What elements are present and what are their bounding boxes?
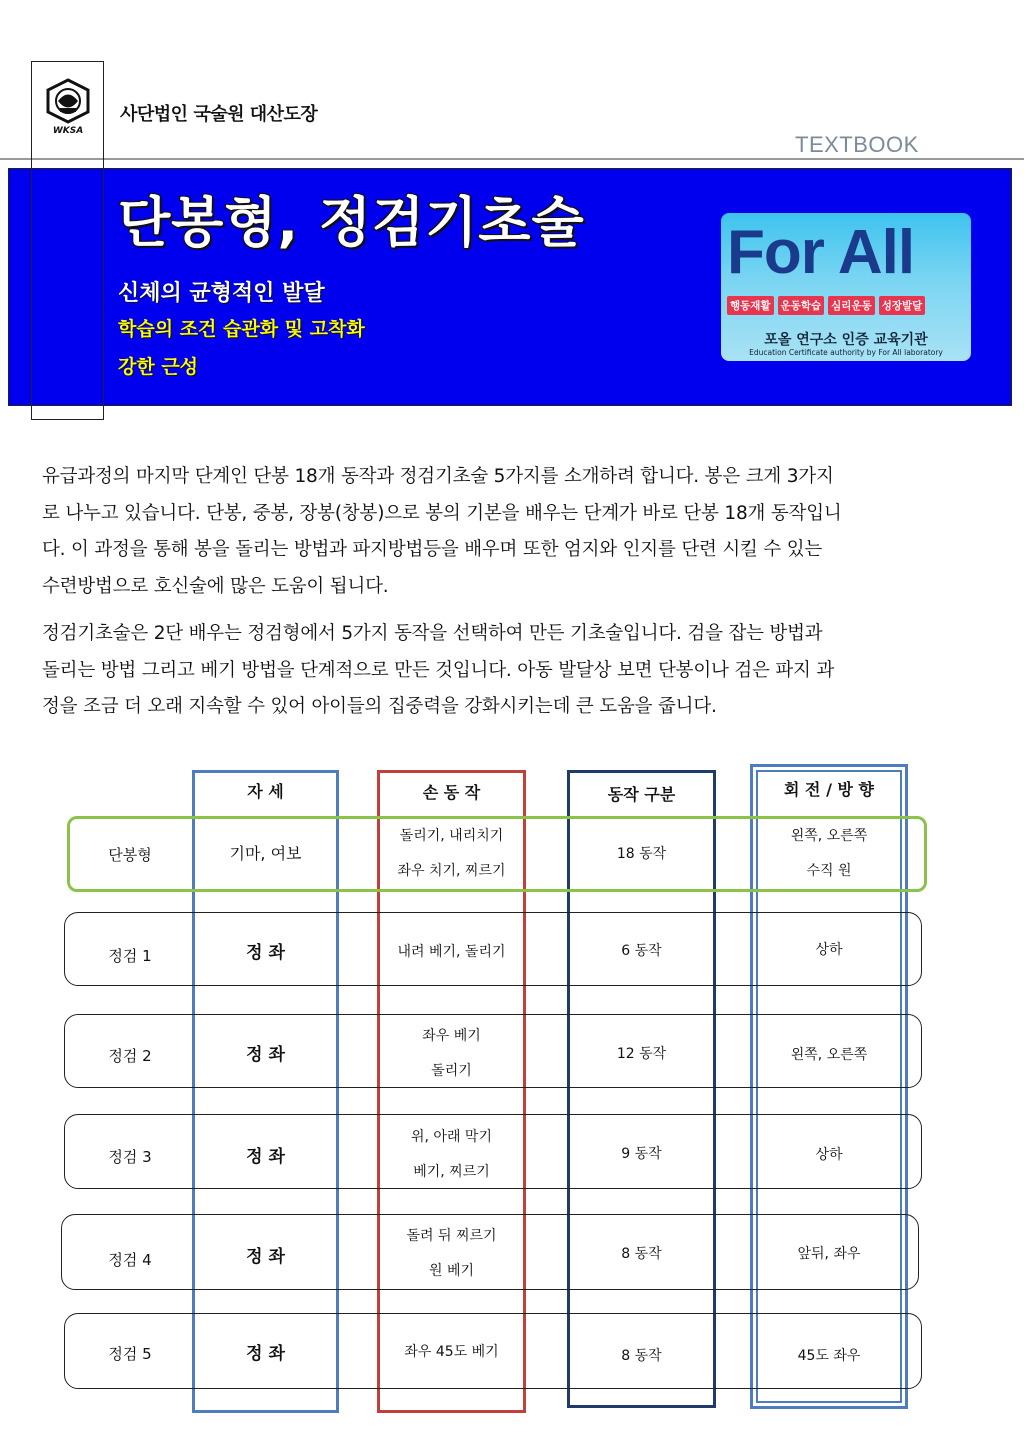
row-stance: 정 좌 bbox=[246, 943, 285, 963]
badge-brand-for: For bbox=[727, 218, 824, 287]
textbook-label: TEXTBOOK bbox=[795, 132, 919, 157]
text-line: 수련방법으로 호신술에 많은 도움이 됩니다. bbox=[42, 575, 389, 597]
badge-tag: 심리운동 bbox=[828, 296, 875, 315]
text-line: 유급과정의 마지막 단계인 단봉 18개 동작과 정검기초술 5가지를 소개하려 합니다. 봉은 크게 3가지 bbox=[42, 466, 834, 487]
subtitle-2: 학습의 조건 습관화 및 고착화 bbox=[118, 318, 365, 340]
header-rotation-direction: 회 전 / 방 향 bbox=[784, 780, 874, 799]
row-hand-line: 좌우 치기, 찌르기 bbox=[397, 863, 506, 879]
intro-paragraph-2 bbox=[42, 616, 982, 726]
row-direction-line: 수직 원 bbox=[806, 863, 852, 879]
badge-tag: 행동재활 bbox=[727, 296, 774, 315]
row-count: 18 동작 bbox=[616, 846, 667, 862]
badge-brand bbox=[727, 217, 914, 288]
subtitle-3: 강한 근성 bbox=[118, 356, 199, 378]
for-all-badge bbox=[721, 213, 971, 361]
row-hand-line: 위, 아래 막기 bbox=[411, 1129, 492, 1145]
row-name: 정검 3 bbox=[108, 1148, 152, 1166]
row-stance: 정 좌 bbox=[246, 1247, 285, 1267]
row-name: 정검 1 bbox=[108, 947, 152, 965]
row-direction-line: 왼쪽, 오른쪽 bbox=[790, 1047, 868, 1063]
intro-paragraph-1 bbox=[42, 459, 982, 605]
row-hand-line: 돌리기 bbox=[431, 1063, 472, 1079]
row-count: 8 동작 bbox=[621, 1348, 662, 1364]
row-name: 정검 2 bbox=[108, 1047, 152, 1065]
row-stance: 정 좌 bbox=[246, 1147, 285, 1167]
row-hand-line: 돌리기, 내리치기 bbox=[399, 828, 504, 844]
badge-tag: 운동학습 bbox=[778, 296, 825, 315]
logo-text: WKSA bbox=[52, 126, 84, 136]
badge-cert: 포올 연구소 인증 교육기관 bbox=[764, 332, 928, 348]
badge-tag: 성장발달 bbox=[879, 296, 926, 315]
text-line: 로 나누고 있습니다. 단봉, 중봉, 장봉(창봉)으로 봉의 기본을 배우는 단계가 바로 단봉 18개 동작입니 bbox=[42, 502, 842, 524]
row-direction-line: 45도 좌우 bbox=[797, 1348, 861, 1364]
org-name: 사단법인 국술원 대산도장 bbox=[120, 104, 318, 125]
row-stance: 정 좌 bbox=[246, 1344, 285, 1364]
row-name: 단봉형 bbox=[108, 846, 152, 864]
row-direction-line: 상하 bbox=[815, 1147, 843, 1163]
badge-tags bbox=[727, 296, 925, 315]
row-name: 정검 4 bbox=[108, 1251, 152, 1269]
row-hand-line: 좌우 베기 bbox=[422, 1028, 481, 1044]
row-stance: 정 좌 bbox=[246, 1045, 285, 1065]
logo-frame bbox=[31, 61, 104, 420]
text-line: 정검기초술은 2단 배우는 정검형에서 5가지 동작을 선택하여 만든 기초술입니다. 검을 잡는 방법과 bbox=[42, 623, 823, 644]
badge-brand-all: All bbox=[837, 218, 915, 287]
row-hand-line: 돌려 뒤 찌르기 bbox=[406, 1228, 497, 1244]
row-count: 6 동작 bbox=[621, 943, 662, 959]
header-stance: 자 세 bbox=[247, 782, 284, 801]
row-hand-line: 원 베기 bbox=[428, 1263, 475, 1279]
text-line: 정을 조금 더 오래 지속할 수 있어 아이들의 집중력을 강화시키는데 큰 도움을 줍니다. bbox=[42, 696, 717, 717]
row-hand-line: 좌우 45도 베기 bbox=[404, 1344, 499, 1360]
row-direction-line: 앞뒤, 좌우 bbox=[797, 1246, 861, 1262]
header-movement-count: 동작 구분 bbox=[607, 785, 676, 804]
row-direction-line: 상하 bbox=[815, 942, 843, 958]
page-title: 단봉형, 정검기초술 bbox=[118, 191, 585, 254]
row-count: 8 동작 bbox=[621, 1246, 662, 1262]
row-count: 9 동작 bbox=[621, 1146, 662, 1162]
row-hand-line: 베기, 찌르기 bbox=[413, 1164, 490, 1180]
header-divider bbox=[0, 158, 1024, 160]
row-name: 정검 5 bbox=[108, 1345, 152, 1363]
header-hand-movement: 손 동 작 bbox=[422, 783, 481, 802]
row-stance: 기마, 여보 bbox=[229, 844, 302, 863]
subtitle-1: 신체의 균형적인 발달 bbox=[118, 281, 325, 306]
row-hand-line: 내려 베기, 돌리기 bbox=[397, 944, 506, 960]
row-count: 12 동작 bbox=[616, 1046, 667, 1062]
text-line: 돌리는 방법 그리고 베기 방법을 단계적으로 만든 것입니다. 아동 발달상 보면 단봉이나 검은 파지 과 bbox=[42, 659, 835, 681]
badge-cert-en: Education Certificate authority by For All laboratory bbox=[749, 348, 943, 357]
row-direction-line: 왼쪽, 오른쪽 bbox=[790, 828, 868, 844]
text-line: 다. 이 과정을 통해 봉을 돌리는 방법과 파지방법등을 배우며 또한 엄지와 인지를 단련 시킬 수 있는 bbox=[42, 539, 823, 560]
